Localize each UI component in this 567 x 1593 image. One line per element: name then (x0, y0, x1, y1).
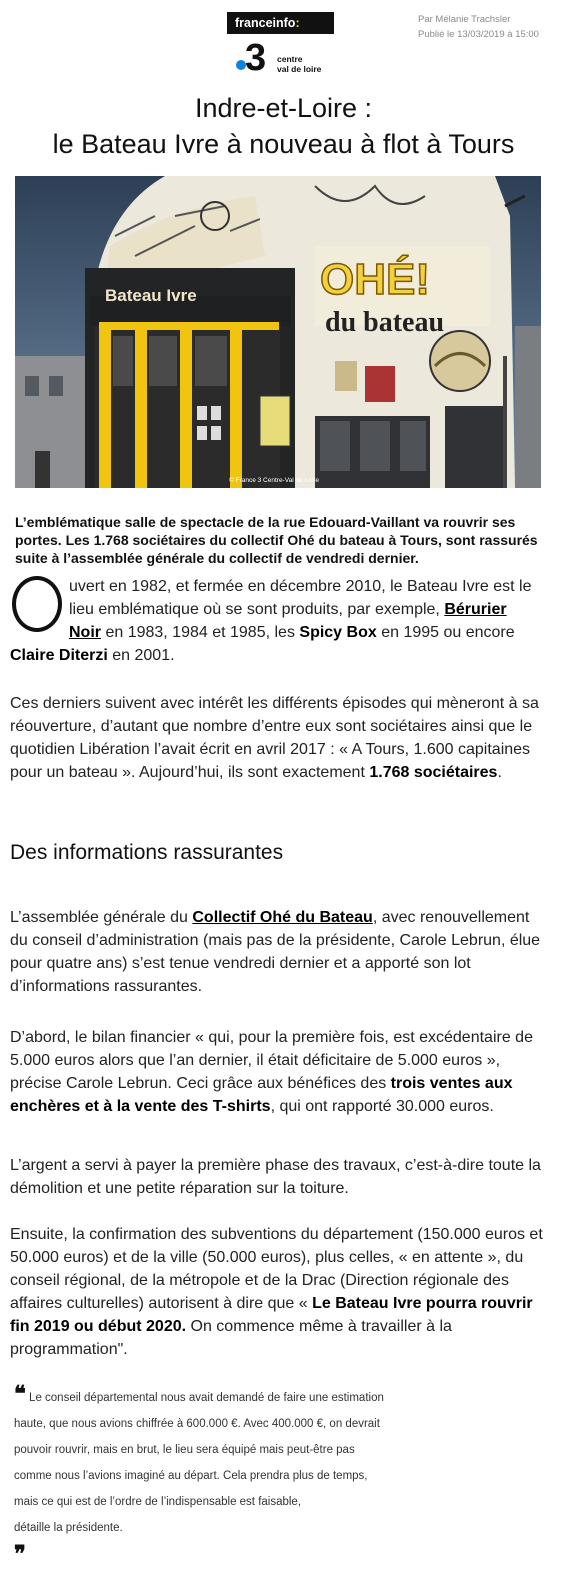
quote-line-4: comme nous l’avions imaginé au départ. Cela prendra plus de temps, (14, 1470, 368, 1482)
quote-open-icon: ❝ (14, 1381, 26, 1407)
title-line-1: Indre-et-Loire : (194, 93, 373, 123)
paragraph-4 (10, 1026, 550, 1118)
brand-colon: : (295, 16, 300, 30)
quote-line-1: Le conseil départemental nous avait demandé de faire une estimation (29, 1392, 384, 1404)
brand-name: franceinfo (235, 16, 296, 30)
p4-text-a: D’abord, le bilan financier « qui, pour la première fois, est excédentaire de 5.000 euros alors que l’an dernier, il était déficitaire de 5.000 euros », précise Carole Lebrun. Ceci grâce aux bénéfices des (10, 1029, 533, 1092)
article-lead: L’emblématique salle de spectacle de la rue Edouard-Vaillant va rouvrir ses portes. Les 1.768 sociétaires du collectif Ohé du bateau à Tours, sont rassurés suite à l’assemblée générale du collectif de vendredi dernier. (15, 514, 538, 566)
article-photo (15, 176, 541, 488)
paragraph-2 (10, 692, 550, 784)
quote-line-6: détaille la présidente. (14, 1522, 123, 1534)
p1-bold-claire-diterzi: Claire Diterzi (10, 647, 108, 664)
dropcap-letter-o (12, 576, 62, 632)
region-line-1: centre (277, 54, 303, 64)
p4-bold-ventes: trois ventes aux enchères et à la vente des T-shirts (10, 1075, 513, 1115)
p3-text-a: L’assemblée générale du (10, 909, 193, 926)
photo-credit: © France 3 Centre-Val de Loire (229, 477, 319, 484)
p4-text-b: , qui ont rapporté 30.000 euros. (270, 1098, 494, 1115)
author: Par Mélanie Trachsler (418, 14, 511, 25)
france3-region (277, 54, 321, 74)
region-line-2: val de loire (277, 64, 322, 74)
p2-text-a: Ces derniers suivent avec intérêt les différents épisodes qui mèneront à sa réouverture, d’autant que nombre d’entre eux sont sociétaires ainsi que le quotidien Libération l’avait écrit en avril 2017 : « A Tours, 1.600 capitaines pour un bateau ». Aujourd’hui, ils sont exactement (10, 695, 539, 781)
p1-text-c: en 1995 ou encore (376, 624, 515, 641)
paragraph-3 (10, 906, 550, 998)
photo-illustration (15, 176, 541, 488)
p2-bold-societaires: 1.768 sociétaires (369, 764, 498, 781)
p1-text-d: en 2001. (107, 647, 175, 664)
paragraph-5: L’argent a servi à payer la première phase des travaux, c’est-à-dire toute la démolition et une petite réparation sur la toiture. (10, 1157, 541, 1197)
p6-bold-reopening: Le Bateau Ivre pourra rouvrir fin 2019 ou début 2020. (10, 1295, 533, 1335)
publish-date: Publié le 13/03/2019 à 15:00 (418, 29, 539, 40)
p1-text-a: uvert en 1982, et fermée en décembre 2010, le Bateau Ivre est le lieu emblématique où se sont produits, par exemple, (69, 578, 532, 618)
p1-bold-spicy-box: Spicy Box (299, 624, 377, 641)
photo-sign-left: Bateau Ivre (105, 286, 197, 305)
france3-number: 3 (245, 37, 267, 79)
p1-text-b: en 1983, 1984 et 1985, les (101, 624, 300, 641)
quote-line-2: haute, que nous avions chiffrée à 600.000 €. Avec 400.000 €, on devrait (14, 1418, 380, 1430)
quote-line-5: mais ce qui est de l’ordre de l’indispensable est faisable, (14, 1496, 302, 1508)
quote-line-3: pouvoir rouvrir, mais en brut, le lieu sera équipé mais peut-être pas (14, 1444, 355, 1456)
p2-text-b: . (497, 764, 502, 781)
france3-logo[interactable] (236, 37, 346, 80)
quote-close-icon: ❞ (14, 1541, 26, 1567)
franceinfo-logo[interactable] (227, 12, 334, 34)
link-berurier-noir[interactable]: Bérurier Noir (69, 601, 507, 641)
link-collectif-ohe[interactable]: Collectif Ohé du Bateau (192, 909, 373, 926)
article-title (0, 90, 567, 162)
p6-text-b: On commence même à travailler à la programmation". (10, 1318, 452, 1358)
photo-sign-ohe: OHÉ! (320, 255, 430, 304)
paragraph-1-end (10, 644, 550, 667)
p3-text-b: , avec renouvellement du conseil d’administration (mais pas de la présidente, Carole Lebrun, élue pour quatre ans) s’est tenue vendredi dernier et a apporté son lot d’informations rassurantes. (10, 909, 541, 995)
paragraph-6 (10, 1223, 550, 1361)
photo-sign-bateau: du bateau (325, 307, 445, 338)
p6-text-a: Ensuite, la confirmation des subventions du département (150.000 euros et 50.000 euros) et de la ville (50.000 euros), plus celles, « en attente », du conseil régional, de la métropole et de la Drac (Direction régionale des affaires culturelles) autorisent à dire que « (10, 1226, 543, 1312)
title-line-2: le Bateau Ivre à nouveau à flot à Tours (52, 129, 515, 159)
blockquote (14, 1381, 444, 1571)
section-heading: Des informations rassurantes (10, 841, 284, 864)
byline (418, 12, 539, 42)
paragraph-1 (69, 575, 539, 644)
